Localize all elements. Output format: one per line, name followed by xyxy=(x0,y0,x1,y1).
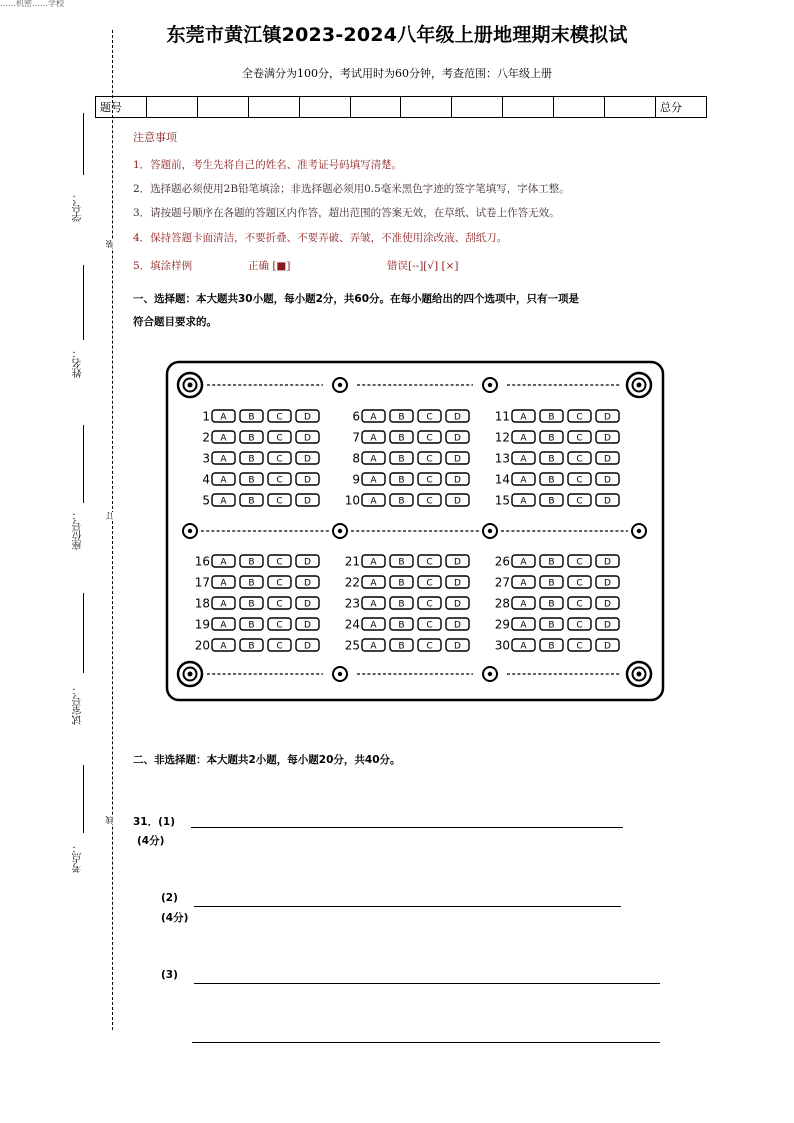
room-label: 试室号： xyxy=(73,685,84,725)
bubble-option-label: B xyxy=(398,557,405,568)
bubble-option-label: B xyxy=(548,475,555,486)
question-number: 21 xyxy=(344,554,360,569)
bubble-option-label: D xyxy=(604,496,611,507)
bubble-option-label: D xyxy=(454,433,461,444)
score-cell[interactable] xyxy=(452,97,503,118)
bubble-option-label: A xyxy=(520,641,527,652)
bubble-option-label: B xyxy=(398,475,405,486)
question-number: 29 xyxy=(494,617,510,632)
fill-sample-correct: 正确 [■] xyxy=(248,260,291,272)
timing-mark xyxy=(488,672,492,676)
bubble-option-label: A xyxy=(220,412,227,423)
timing-mark xyxy=(338,672,342,676)
bubble-option-label: C xyxy=(426,578,433,589)
answer-line[interactable] xyxy=(194,983,660,984)
answer-line[interactable] xyxy=(191,827,623,828)
score-cell[interactable] xyxy=(197,97,248,118)
bubble-option-label: B xyxy=(398,620,405,631)
bubble-option-label: D xyxy=(604,620,611,631)
bubble-option-label: C xyxy=(576,620,583,631)
corner-note: ……机密……学校 xyxy=(0,0,64,8)
registration-mark xyxy=(188,383,193,388)
bubble-option-label: A xyxy=(220,599,227,610)
bubble-option-label: B xyxy=(398,454,405,465)
note-item: 4．保持答题卡面清洁，不要折叠、不要弄破、弄皱，不准使用涂改液、刮纸刀。 xyxy=(133,232,508,244)
notes-title: 注意事项 xyxy=(133,131,177,144)
name-label: 姓名： xyxy=(73,348,84,378)
note-item: 1．答题前，考生先将自己的姓名、准考证号码填写清楚。 xyxy=(133,159,403,171)
section-1-heading xyxy=(133,288,579,334)
timing-mark xyxy=(488,529,492,533)
bubble-option-label: C xyxy=(576,578,583,589)
bubble-option-label: D xyxy=(304,641,311,652)
timing-mark xyxy=(338,529,342,533)
bubble-option-label: C xyxy=(426,557,433,568)
question-number: 8 xyxy=(352,451,360,466)
bubble-option-label: C xyxy=(576,641,583,652)
bubble-option-label: A xyxy=(370,620,377,631)
bubble-option-label: A xyxy=(520,578,527,589)
question-number: 18 xyxy=(194,596,210,611)
bubble-option-label: D xyxy=(454,557,461,568)
bubble-option-label: D xyxy=(304,599,311,610)
bubble-option-label: A xyxy=(370,557,377,568)
bubble-option-label: C xyxy=(576,454,583,465)
bubble-option-label: B xyxy=(398,496,405,507)
bubble-option-label: A xyxy=(220,496,227,507)
bubble-option-label: D xyxy=(604,475,611,486)
section-1-line: 符合题目要求的。 xyxy=(133,316,217,328)
bubble-option-label: B xyxy=(248,641,255,652)
question-number: 6 xyxy=(352,409,360,424)
registration-mark xyxy=(188,672,193,677)
bubble-option-label: C xyxy=(276,557,283,568)
answer-line[interactable] xyxy=(192,1042,660,1043)
question-number: 11 xyxy=(494,409,510,424)
bubble-option-label: B xyxy=(248,454,255,465)
fill-sample-label: 5．填涂样例 xyxy=(133,260,193,272)
bubble-option-label: D xyxy=(304,496,311,507)
question-number: 26 xyxy=(494,554,510,569)
question-number: 13 xyxy=(494,451,510,466)
room-line xyxy=(83,593,84,673)
bubble-option-label: C xyxy=(276,412,283,423)
student-id-line xyxy=(83,113,84,175)
bubble-option-label: C xyxy=(426,620,433,631)
bubble-option-label: B xyxy=(248,433,255,444)
q31-part1-score: (4分) xyxy=(137,835,165,847)
bubble-option-label: C xyxy=(576,557,583,568)
bubble-option-label: C xyxy=(576,475,583,486)
bubble-option-label: D xyxy=(304,475,311,486)
bubble-option-label: B xyxy=(548,433,555,444)
bubble-option-label: A xyxy=(370,641,377,652)
note-item: 2．选择题必须使用2B铅笔填涂；非选择题必须用0.5毫米黑色字迹的签字笔填写，字体工整。 xyxy=(133,183,570,195)
bubble-option-label: A xyxy=(220,620,227,631)
question-number: 20 xyxy=(194,638,210,653)
bubble-answer-sheet xyxy=(165,360,667,704)
bubble-option-label: A xyxy=(520,620,527,631)
bubble-option-label: D xyxy=(304,557,311,568)
bubble-option-label: A xyxy=(370,599,377,610)
bubble-option-label: A xyxy=(370,433,377,444)
bubble-option-label: A xyxy=(220,454,227,465)
section-2-heading: 二、非选择题：本大题共2小题，每小题20分，共40分。 xyxy=(133,754,401,766)
bubble-option-label: C xyxy=(426,475,433,486)
bubble-option-label: A xyxy=(370,496,377,507)
question-number: 22 xyxy=(344,575,360,590)
bubble-option-label: A xyxy=(520,433,527,444)
bubble-option-label: B xyxy=(548,412,555,423)
question-number: 1 xyxy=(202,409,210,424)
bubble-option-label: A xyxy=(520,454,527,465)
bubble-option-label: B xyxy=(248,557,255,568)
seat-label: 座位号： xyxy=(73,510,84,550)
section-1-line: 一、选择题：本大题共30小题，每小题2分，共60分。在每小题给出的四个选项中，只有一项是 xyxy=(133,293,580,305)
bubble-option-label: C xyxy=(426,454,433,465)
question-number: 15 xyxy=(494,493,510,508)
score-cell[interactable] xyxy=(605,97,656,118)
question-number: 23 xyxy=(344,596,360,611)
q31-part2-score: (4分) xyxy=(161,912,189,924)
bubble-option-label: A xyxy=(370,454,377,465)
note-item: 3．请按题号顺序在各题的答题区内作答，超出范围的答案无效，在草纸、试卷上作答无效。 xyxy=(133,207,560,219)
bubble-option-label: B xyxy=(248,412,255,423)
question-number: 9 xyxy=(352,472,360,487)
bubble-option-label: C xyxy=(276,433,283,444)
bubble-option-label: B xyxy=(398,599,405,610)
score-cell[interactable] xyxy=(554,97,605,118)
bubble-option-label: C xyxy=(426,641,433,652)
bubble-option-label: C xyxy=(276,454,283,465)
bubble-option-label: A xyxy=(220,578,227,589)
bubble-option-label: C xyxy=(426,412,433,423)
question-number: 12 xyxy=(494,430,510,445)
bubble-option-label: D xyxy=(454,412,461,423)
bubble-option-label: D xyxy=(604,599,611,610)
bubble-option-label: A xyxy=(370,578,377,589)
score-cell[interactable] xyxy=(299,97,350,118)
bubble-option-label: D xyxy=(454,475,461,486)
bubble-option-label: D xyxy=(454,599,461,610)
bubble-option-label: C xyxy=(576,433,583,444)
bubble-option-label: C xyxy=(576,599,583,610)
bubble-option-label: B xyxy=(248,475,255,486)
bubble-option-label: A xyxy=(220,433,227,444)
bubble-option-label: C xyxy=(276,641,283,652)
bubble-option-label: C xyxy=(426,599,433,610)
bubble-option-label: D xyxy=(454,641,461,652)
bubble-option-label: C xyxy=(276,599,283,610)
question-number: 25 xyxy=(344,638,360,653)
bubble-option-label: B xyxy=(248,599,255,610)
bubble-option-label: C xyxy=(276,475,283,486)
registration-mark xyxy=(637,383,642,388)
question-number: 3 xyxy=(202,451,210,466)
score-table-total: 总分 xyxy=(656,97,707,118)
question-number: 24 xyxy=(344,617,360,632)
question-number: 10 xyxy=(344,493,360,508)
timing-mark xyxy=(637,529,641,533)
q31-part2-label: (2) xyxy=(161,892,178,904)
bubble-option-label: A xyxy=(220,641,227,652)
bubble-option-label: D xyxy=(454,454,461,465)
bubble-option-label: D xyxy=(454,620,461,631)
bubble-option-label: A xyxy=(520,599,527,610)
timing-mark xyxy=(488,383,492,387)
bubble-option-label: B xyxy=(248,620,255,631)
cut-mark: 线 xyxy=(105,816,114,824)
question-number: 27 xyxy=(494,575,510,590)
question-number: 14 xyxy=(494,472,510,487)
bubble-option-label: D xyxy=(604,641,611,652)
seat-line xyxy=(83,425,84,503)
bubble-option-label: B xyxy=(548,599,555,610)
bubble-option-label: C xyxy=(276,578,283,589)
bubble-option-label: B xyxy=(548,454,555,465)
timing-mark xyxy=(338,383,342,387)
bubble-option-label: D xyxy=(304,433,311,444)
bubble-option-label: C xyxy=(276,620,283,631)
bubble-option-label: D xyxy=(604,454,611,465)
bubble-option-label: B xyxy=(248,496,255,507)
score-cell[interactable] xyxy=(401,97,452,118)
registration-mark xyxy=(637,672,642,677)
bubble-option-label: B xyxy=(398,578,405,589)
bubble-option-label: A xyxy=(520,557,527,568)
student-id-label: 学号： xyxy=(73,192,84,222)
bubble-option-label: C xyxy=(426,496,433,507)
score-cell[interactable] xyxy=(147,97,198,118)
question-number: 2 xyxy=(202,430,210,445)
bubble-option-label: D xyxy=(604,412,611,423)
question-number: 28 xyxy=(494,596,510,611)
bubble-option-label: B xyxy=(398,412,405,423)
timing-mark xyxy=(188,529,192,533)
bubble-option-label: A xyxy=(220,475,227,486)
answer-line[interactable] xyxy=(194,906,621,907)
fill-sample-wrong: 错误[--][√] [×] xyxy=(387,260,459,272)
bubble-option-label: D xyxy=(304,578,311,589)
score-table xyxy=(95,96,707,118)
bubble-option-label: B xyxy=(548,557,555,568)
exam-site-label: 考点： xyxy=(73,843,84,873)
question-number: 19 xyxy=(194,617,210,632)
bubble-option-label: D xyxy=(604,433,611,444)
bubble-option-label: D xyxy=(304,620,311,631)
bubble-option-label: A xyxy=(520,496,527,507)
bubble-option-label: C xyxy=(426,433,433,444)
bubble-option-label: B xyxy=(548,641,555,652)
bubble-option-label: B xyxy=(548,578,555,589)
bubble-option-label: D xyxy=(454,496,461,507)
question-number: 4 xyxy=(202,472,210,487)
cut-mark: 装 xyxy=(105,240,114,248)
bubble-option-label: C xyxy=(576,412,583,423)
bubble-option-label: D xyxy=(604,557,611,568)
bubble-option-label: D xyxy=(604,578,611,589)
bubble-option-label: B xyxy=(248,578,255,589)
bubble-option-label: C xyxy=(576,496,583,507)
exam-site-line xyxy=(83,765,84,833)
page-title: 东莞市黄江镇2023-2024八年级上册地理期末模拟试 xyxy=(166,24,628,46)
score-table-label: 题号 xyxy=(96,97,147,118)
bubble-option-label: A xyxy=(520,412,527,423)
binding-cut-line xyxy=(112,30,113,1030)
score-cell[interactable] xyxy=(248,97,299,118)
bubble-option-label: D xyxy=(454,578,461,589)
exam-info: 全卷满分为100分，考试用时为60分钟，考查范围：八年级上册 xyxy=(242,67,552,80)
question-number: 17 xyxy=(194,575,210,590)
score-cell[interactable] xyxy=(503,97,554,118)
q31-part1-label: 31．(1) xyxy=(133,816,176,828)
bubble-option-label: D xyxy=(304,412,311,423)
bubble-option-label: A xyxy=(220,557,227,568)
bubble-option-label: B xyxy=(548,620,555,631)
question-number: 16 xyxy=(194,554,210,569)
question-number: 5 xyxy=(202,493,210,508)
bubble-option-label: D xyxy=(304,454,311,465)
q31-part3-label: (3) xyxy=(161,969,178,981)
cut-mark: 订 xyxy=(105,512,114,520)
question-number: 30 xyxy=(494,638,510,653)
bubble-option-label: A xyxy=(520,475,527,486)
bubble-option-label: A xyxy=(370,475,377,486)
bubble-option-label: A xyxy=(370,412,377,423)
bubble-option-label: B xyxy=(398,641,405,652)
bubble-option-label: B xyxy=(548,496,555,507)
bubble-option-label: C xyxy=(276,496,283,507)
question-number: 7 xyxy=(352,430,360,445)
bubble-option-label: B xyxy=(398,433,405,444)
score-cell[interactable] xyxy=(350,97,401,118)
name-line xyxy=(83,265,84,340)
